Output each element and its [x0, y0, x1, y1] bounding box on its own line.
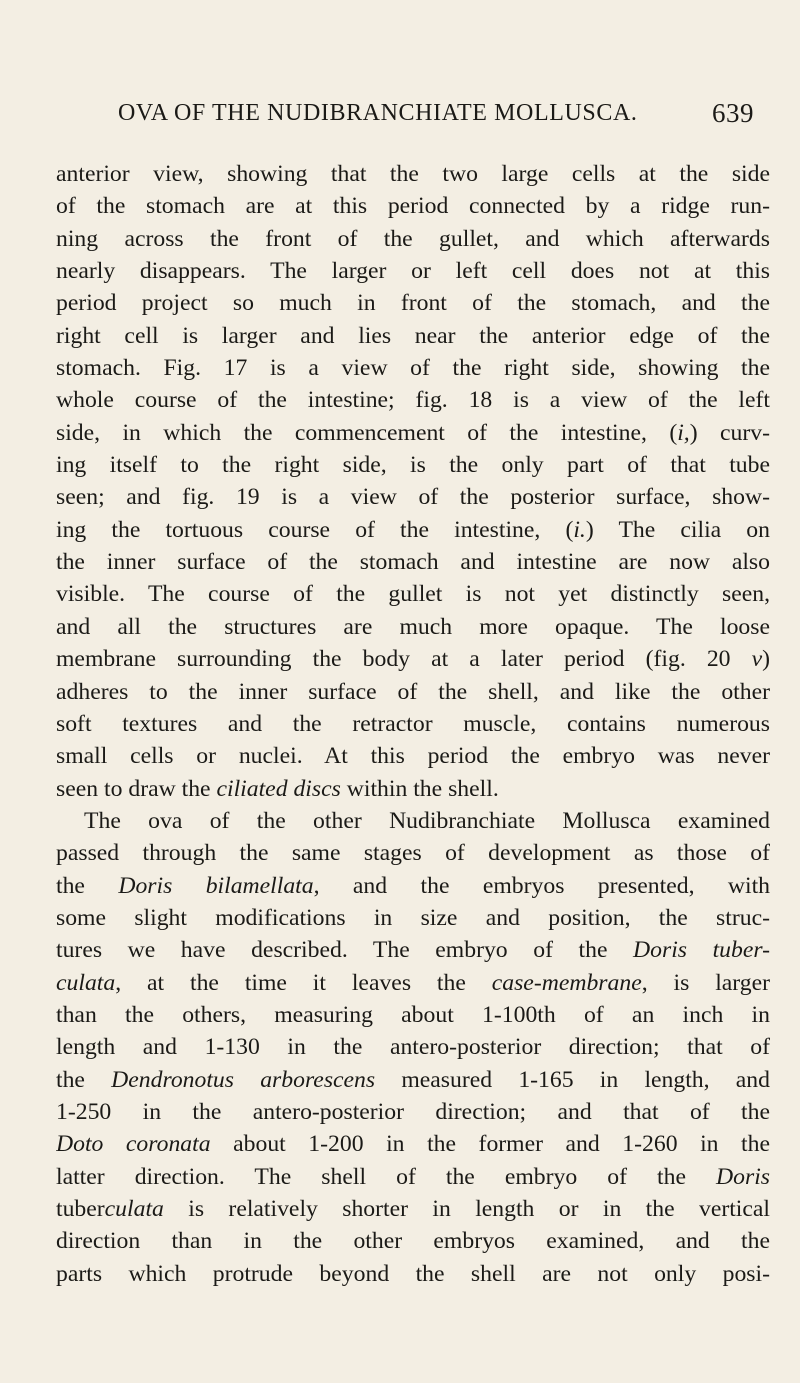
text-line: soft textures and the retractor muscle, contains numerous — [56, 710, 770, 737]
text-line: direction than in the other embryos examined, and the — [56, 1228, 770, 1255]
text-line: seen to draw the ciliated discs within the shell. — [56, 775, 499, 802]
running-head — [56, 100, 754, 136]
text-line: tures we have described. The embryo of the Doris tuber- — [56, 937, 770, 964]
text-line: The ova of the other Nudibranchiate Mollusca examined — [84, 807, 770, 834]
page-number: 639 — [712, 98, 754, 128]
text-line: culata, at the time it leaves the case-membrane, is larger — [56, 969, 770, 996]
text-line: seen; and fig. 19 is a view of the posterior surface, show- — [56, 484, 770, 511]
text-line: nearly disappears. The larger or left cell does not at this — [56, 258, 770, 285]
text-line: the Dendronotus arborescens measured 1-165 in length, and — [56, 1066, 770, 1093]
text-line: side, in which the commencement of the intestine, (i,) curv- — [56, 419, 770, 446]
text-line: tuberculata is relatively shorter in length or in the vertical — [56, 1196, 770, 1222]
text-line: Doto coronata about 1-200 in the former and 1-260 in the — [56, 1131, 770, 1158]
text-line: adheres to the inner surface of the shell, and like the other — [56, 678, 770, 705]
text-line: ing itself to the right side, is the only part of that tube — [56, 452, 770, 479]
text-line: and all the structures are much more opaque. The loose — [56, 613, 770, 640]
text-line: some slight modifications in size and position, the struc- — [56, 904, 770, 931]
text-line: latter direction. The shell of the embryo of the Doris — [56, 1163, 770, 1190]
text-line: than the others, measuring about 1-100th of an inch in — [56, 1001, 770, 1028]
text-line: whole course of the intestine; fig. 18 is a view of the left — [56, 387, 770, 414]
text-line: of the stomach are at this period connected by a ridge run- — [56, 193, 770, 220]
text-line: anterior view, showing that the two large cells at the side — [56, 161, 770, 187]
text-line: length and 1-130 in the antero-posterior direction; that of — [56, 1034, 770, 1061]
text-line: parts which protrude beyond the shell are not only posi- — [56, 1260, 770, 1287]
body-text — [56, 158, 770, 1290]
text-line: ning across the front of the gullet, and which afterwards — [56, 225, 770, 252]
text-line: 1-250 in the antero-posterior direction; and that of the — [56, 1098, 770, 1125]
text-line: small cells or nuclei. At this period the embryo was never — [56, 743, 770, 770]
text-line: the Doris bilamellata, and the embryos presented, with — [56, 872, 770, 899]
running-title: OVA OF THE NUDIBRANCHIATE MOLLUSCA. — [118, 100, 638, 126]
text-line: membrane surrounding the body at a later period (fig. 20 v) — [56, 646, 770, 673]
text-line: right cell is larger and lies near the anterior edge of the — [56, 322, 770, 349]
text-line: passed through the same stages of development as those of — [56, 840, 770, 867]
text-line: ing the tortuous course of the intestine, (i.) The cilia on — [56, 516, 770, 543]
text-line: period project so much in front of the stomach, and the — [56, 290, 770, 317]
text-line: the inner surface of the stomach and intestine are now also — [56, 549, 770, 576]
text-line: visible. The course of the gullet is not yet distinctly seen, — [56, 581, 770, 608]
text-line: stomach. Fig. 17 is a view of the right side, showing the — [56, 355, 770, 382]
